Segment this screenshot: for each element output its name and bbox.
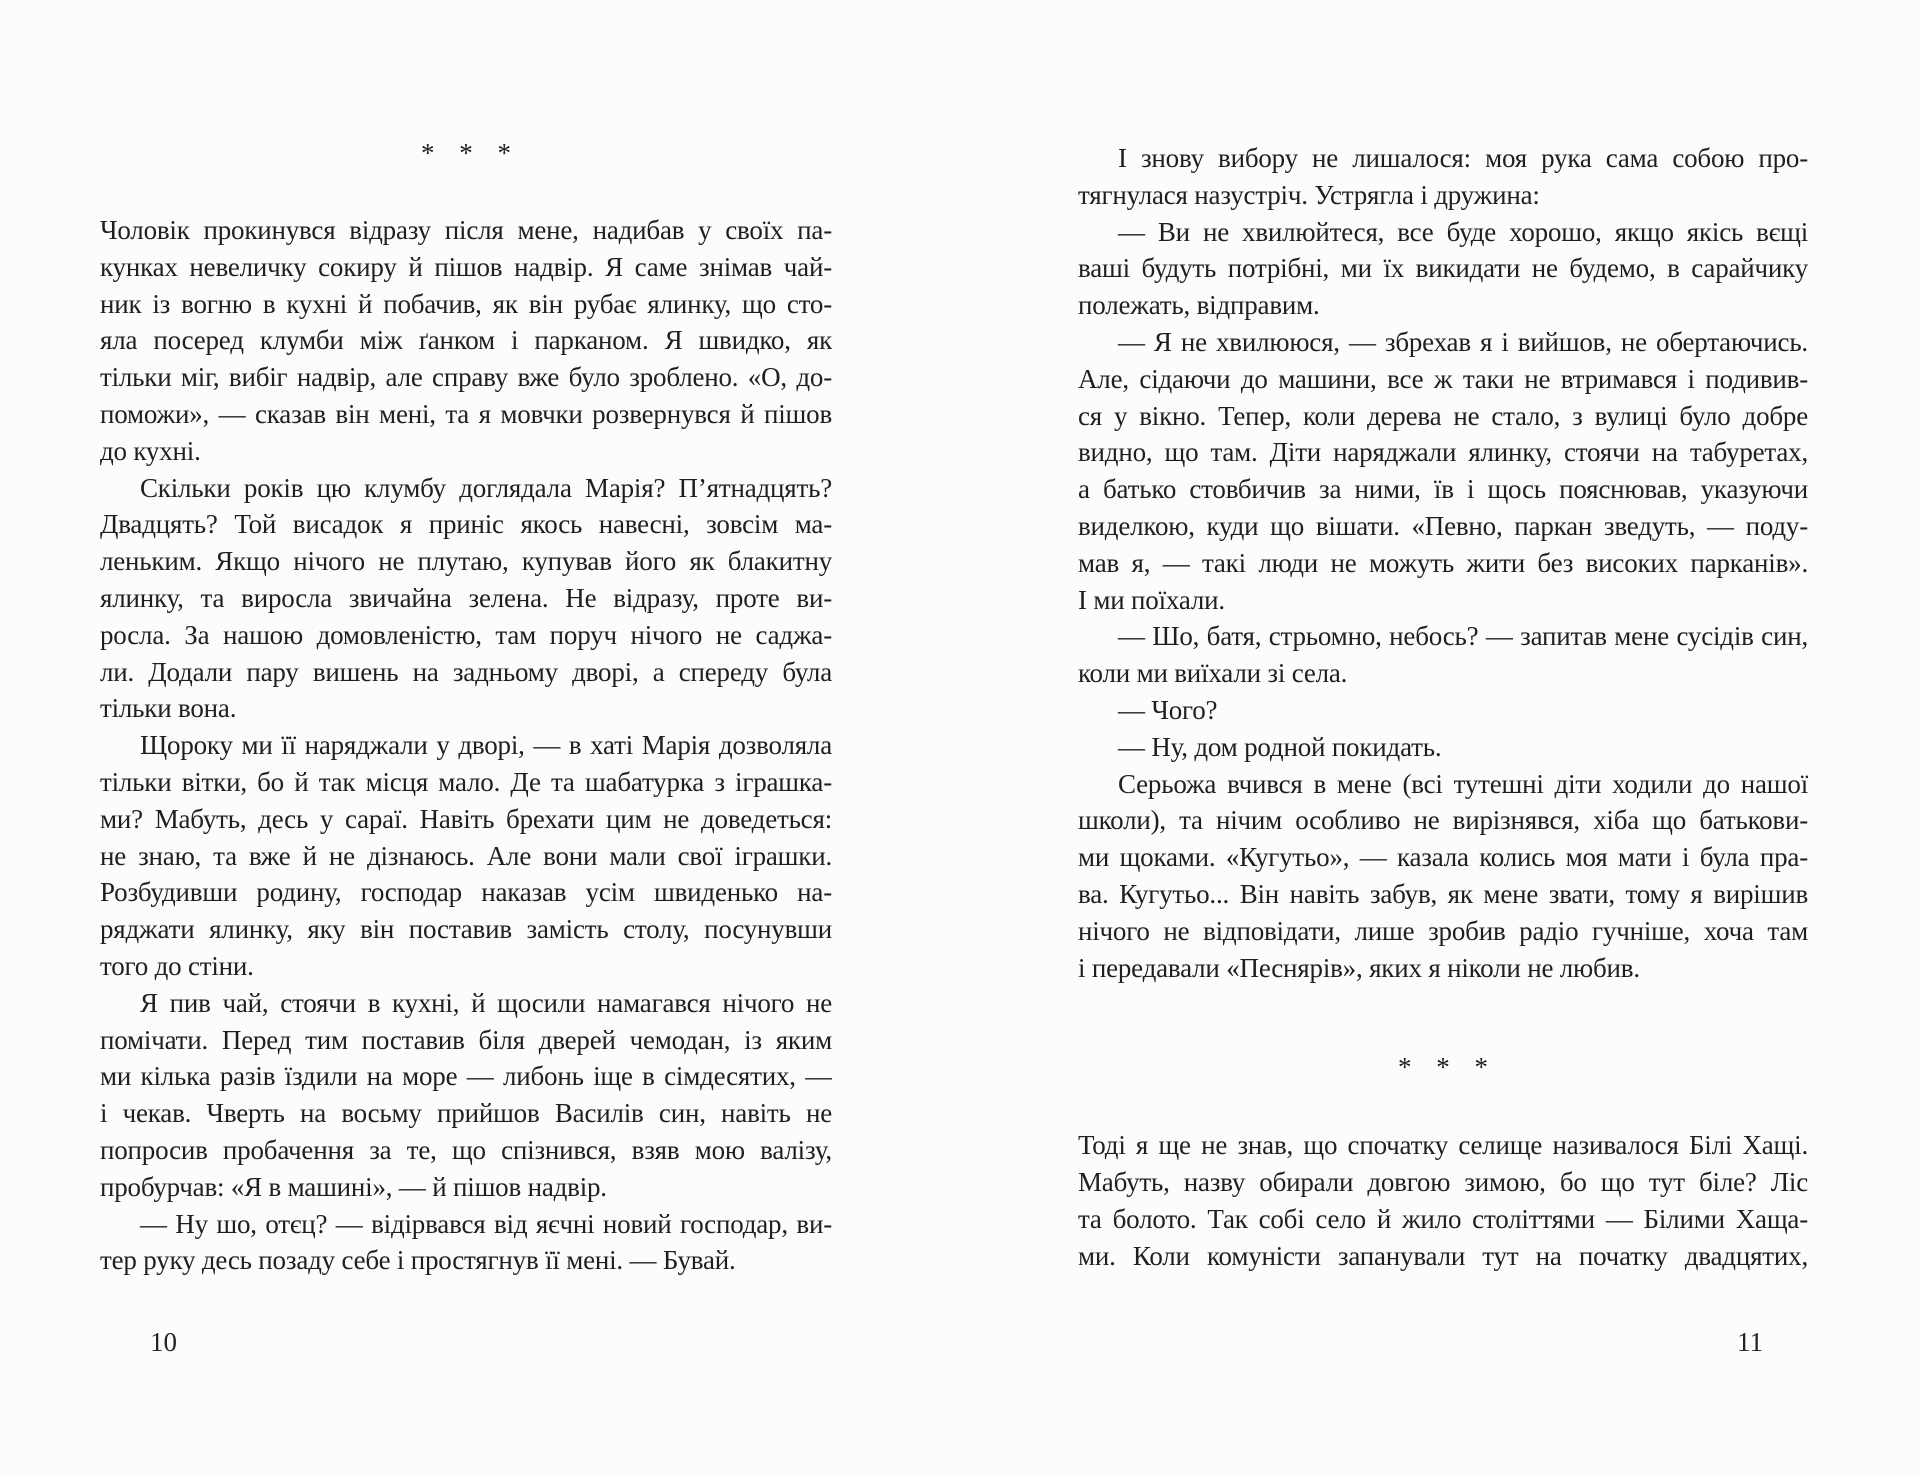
paragraph [1078, 214, 1808, 324]
text-line: росла. За нашою домовленістю, там поруч нічого не саджа- [100, 619, 832, 650]
text-line: Щороку ми її наряджали у дворі, — в хаті Марія дозволяла [140, 730, 832, 761]
paragraph [1078, 140, 1808, 214]
text-line: кунках невеличку сокиру й пішов надвір. Я саме знімав чай- [100, 251, 832, 282]
text-line: І ми поїхали. [1078, 584, 1225, 615]
text-line: і передавали «Песнярів», яких я ніколи не любив. [1078, 952, 1640, 983]
text-line: нічого не відповідати, лише зробив радіо гучніше, хоча там [1078, 915, 1808, 946]
page-number-right: 11 [1737, 1327, 1763, 1357]
text-line: та болото. Так собі село й жило століттями — Білими Хаща- [1078, 1203, 1808, 1234]
text-line: І знову вибору не лишалося: моя рука сама собою про- [1118, 143, 1808, 173]
text-line: — Я не хвилююся, — збрехав я і вийшов, не обертаючись. [1118, 326, 1808, 357]
left-page-text [100, 136, 832, 1279]
section-separator: * * * [1398, 1052, 1497, 1083]
text-line: ми кілька разів їздили на море — либонь іще в сімдесятих, — [100, 1061, 832, 1092]
text-line: ся у вікно. Тепер, коли дерева не стало, з вулиці було добре [1078, 400, 1808, 431]
paragraph [100, 985, 832, 1206]
text-line: ник із вогню в кухні й побачив, як він рубає ялинку, що сто- [100, 288, 832, 319]
text-line: яла посеред клумби між ґанком і парканом. Я швидко, як [100, 325, 832, 356]
text-line: ва. Кугутьо... Він навіть забув, як мене звати, тому я вирішив [1078, 878, 1808, 909]
text-line: пробурчав: «Я в машині», — й пішов надвір. [100, 1171, 607, 1202]
text-line: Двадцять? Той висадок я приніс якось навесні, зовсім ма- [100, 509, 832, 540]
paragraph [100, 470, 832, 728]
text-line: — Шо, батя, стрьомно, небось? — запитав мене сусідів син, [1118, 621, 1808, 652]
paragraph [1078, 729, 1808, 766]
text-line: не знаю, та вже й не дізнаюсь. Але вони мали свої іграшки. [100, 840, 832, 871]
text-line: Я пив чай, стоячи в кухні, й щосили намагався нічого не [140, 987, 832, 1018]
text-line: ряджати ялинку, яку він поставив замість столу, посунувши [100, 914, 832, 945]
text-line: а батько стовбичив за ними, їв і щось пояснював, указуючи [1078, 474, 1808, 505]
text-line: виделкою, куди що вішати. «Певно, паркан зведуть, — поду- [1078, 510, 1808, 541]
text-line: — Чого? [1118, 694, 1218, 725]
text-line: Серьожа вчився в мене (всі тутешні діти ходили до нашої [1118, 768, 1808, 799]
paragraph [1078, 324, 1808, 618]
text-line: Розбудивши родину, господар наказав усім швиденько на- [100, 877, 832, 908]
paragraph [1078, 692, 1808, 729]
text-line: — Ну шо, отєц? — відірвався від яєчні новий господар, ви- [140, 1208, 832, 1239]
text-line: і чекав. Чверть на восьму прийшов Василів син, навіть не [100, 1098, 832, 1129]
text-line: того до стіни. [100, 950, 254, 981]
paragraph [1078, 1127, 1808, 1274]
text-line: ялинку, та виросла звичайна зелена. Не відразу, проте ви- [100, 582, 832, 613]
text-line: мав я, — такі люди не можуть жити без високих парканів». [1078, 547, 1808, 578]
text-line: школи), та нічим особливо не вирізнявся, хіба що батькови- [1078, 805, 1808, 836]
text-line: тер руку десь позаду себе і простягнув її мені. — Бувай. [100, 1245, 736, 1276]
text-line: попросив пробачення за те, що спізнився, взяв мою валізу, [100, 1134, 832, 1165]
text-line: Мабуть, назву обирали довгою зимою, бо що тут біле? Ліс [1078, 1167, 1808, 1198]
text-line: ми. Коли комуністи запанували тут на початку двадцятих, [1078, 1240, 1808, 1271]
text-line: ми щоками. «Кугутьо», — казала колись моя мати і була пра- [1078, 842, 1808, 873]
right-page-text [1078, 140, 1808, 1275]
text-line: Чоловік прокинувся відразу після мене, надибав у своїх па- [100, 215, 832, 245]
text-line: — Ви не хвилюйтеся, все буде хорошо, якщо якісь вєщі [1118, 216, 1808, 247]
text-line: ваші будуть потрібні, ми їх викидати не будемо, в сарайчику [1078, 253, 1808, 284]
paragraph [100, 727, 832, 985]
paragraph [100, 212, 832, 470]
text-line: — Ну, дом родной покидать. [1118, 731, 1442, 762]
text-line: тільки вона. [100, 693, 237, 724]
paragraph [1078, 618, 1808, 692]
text-line: помічати. Перед тим поставив біля дверей чемодан, із яким [100, 1024, 832, 1055]
text-line: поможи», — сказав він мені, та я мовчки розвернувся й пішов [100, 398, 832, 429]
text-line: коли ми виїхали зі села. [1078, 658, 1348, 689]
text-line: Але, сідаючи до машини, все ж таки не втримався і подивив- [1078, 363, 1808, 394]
text-line: ми? Мабуть, десь у сараї. Навіть брехати цим не доведеться: [100, 803, 832, 834]
text-line: до кухні. [100, 435, 201, 466]
paragraph [1078, 766, 1808, 987]
text-line: Скільки років цю клумбу доглядала Марія? П’ятнадцять? [140, 472, 832, 503]
text-line: тільки вітки, бо й так місця мало. Де та шабатурка з іграшка- [100, 766, 832, 797]
section-separator: * * * [421, 138, 520, 168]
text-line: тягнулася назустріч. Устрягла і дружина: [1078, 179, 1540, 210]
text-line: леньким. Якщо нічого не плутаю, купував його як блакитну [100, 546, 832, 577]
paragraph [100, 1206, 832, 1280]
text-line: тільки міг, вибіг надвір, але справу вже було зроблено. «О, до- [100, 362, 832, 393]
text-line: видно, що там. Діти наряджали ялинку, стоячи на табуретах, [1078, 437, 1808, 468]
text-line: ли. Додали пару вишень на задньому дворі, а спереду була [100, 656, 832, 687]
text-line: полежать, відправим. [1078, 290, 1320, 321]
page-number-left: 10 [150, 1327, 177, 1357]
text-line: Тоді я ще не знав, що спочатку селище називалося Білі Хащі. [1078, 1130, 1808, 1161]
